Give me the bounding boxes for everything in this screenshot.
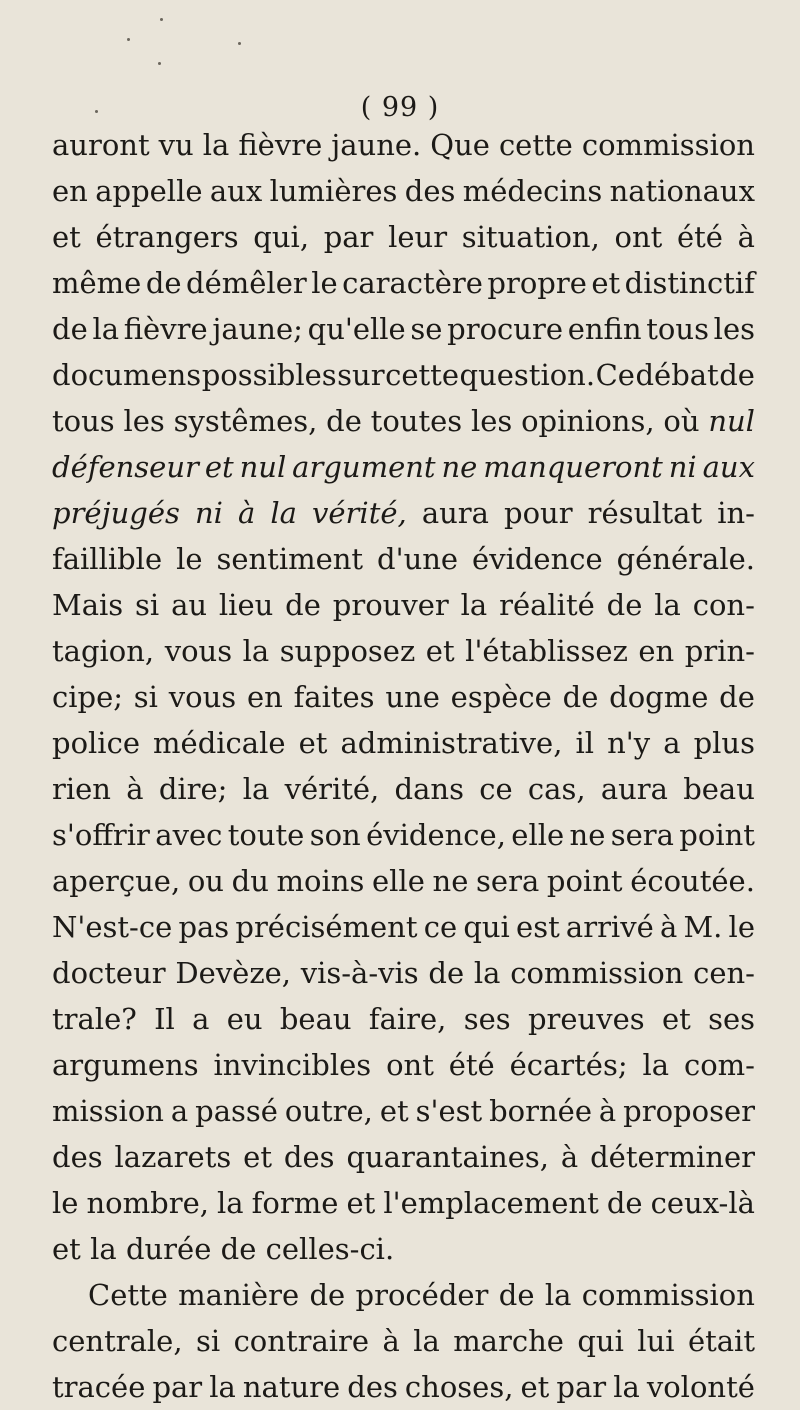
- word: évidence,: [366, 818, 506, 852]
- word: de: [52, 312, 88, 346]
- word: en: [52, 174, 88, 208]
- word: cipe;: [52, 680, 124, 714]
- word: proposer: [623, 1094, 755, 1128]
- word: résultat: [587, 496, 703, 530]
- word: enfin: [567, 312, 642, 346]
- text-line: [52, 214, 755, 260]
- word: et: [204, 450, 234, 484]
- word: débat: [635, 358, 719, 392]
- word: à: [126, 772, 144, 806]
- word: commission: [581, 128, 755, 162]
- word: démêler: [186, 266, 307, 300]
- word: et: [379, 1094, 409, 1128]
- word: et: [425, 634, 455, 668]
- word: qu'elle: [307, 312, 406, 346]
- paragraph: [52, 1272, 755, 1410]
- word: choses,: [404, 1370, 514, 1404]
- word: écartés;: [509, 1048, 628, 1082]
- word: plus: [693, 726, 755, 760]
- word: arrivé: [565, 910, 654, 944]
- text-line: [52, 122, 755, 168]
- word: et: [52, 1232, 81, 1266]
- text-line: [52, 628, 755, 674]
- word: aperçue,: [52, 864, 181, 898]
- word: la: [654, 588, 681, 622]
- word: est: [516, 910, 560, 944]
- word: contraire: [233, 1324, 370, 1358]
- word: été: [448, 1048, 495, 1082]
- word: à: [382, 1324, 400, 1358]
- word: caractère: [342, 266, 483, 300]
- word: aux: [209, 174, 263, 208]
- paper-speck: [238, 42, 241, 45]
- word: d'une: [377, 542, 459, 576]
- word: de: [145, 266, 182, 300]
- word: pas: [178, 910, 230, 944]
- word: Il: [154, 1002, 175, 1036]
- text-line: [52, 674, 755, 720]
- word: à: [737, 220, 755, 254]
- word: distinctif: [624, 266, 755, 300]
- word: aura: [421, 496, 489, 530]
- text-line: [52, 1042, 755, 1088]
- text-line: [52, 352, 755, 398]
- word: de: [220, 1232, 257, 1266]
- word: beau: [683, 772, 755, 806]
- word: le: [728, 910, 755, 944]
- word: toutes: [370, 404, 463, 438]
- text-line: [52, 168, 755, 214]
- text-line: [52, 1272, 755, 1318]
- word: aux: [702, 450, 755, 484]
- word: tous: [646, 312, 709, 346]
- word: lieu: [218, 588, 274, 622]
- word: manqueront: [483, 450, 663, 484]
- word: la: [642, 1048, 670, 1082]
- paper-speck: [127, 38, 130, 41]
- word: n'y: [607, 726, 651, 760]
- word: tagion,: [52, 634, 155, 668]
- word: des: [52, 1140, 103, 1174]
- word: par: [152, 1370, 203, 1404]
- word: propre: [487, 266, 587, 300]
- word: sur: [337, 358, 385, 392]
- text-line: [52, 536, 755, 582]
- paragraph: [52, 122, 755, 1272]
- word: centrale,: [52, 1324, 183, 1358]
- word: supposez: [279, 634, 416, 668]
- word: ce: [423, 910, 458, 944]
- word: nationaux: [609, 174, 755, 208]
- word: tous: [52, 404, 115, 438]
- word: vous: [164, 634, 233, 668]
- text-line: [52, 1134, 755, 1180]
- word: police: [52, 726, 140, 760]
- word: été: [676, 220, 723, 254]
- word: Mais: [52, 588, 124, 622]
- word: les: [470, 404, 513, 438]
- word: au: [171, 588, 208, 622]
- word: de: [498, 1278, 535, 1312]
- word: in-: [717, 496, 755, 530]
- word: réalité: [499, 588, 595, 622]
- word: con-: [692, 588, 755, 622]
- word: lazarets: [114, 1140, 232, 1174]
- word: faites: [293, 680, 375, 714]
- word: et: [346, 1186, 376, 1220]
- word: la: [473, 956, 501, 990]
- word: de: [562, 680, 599, 714]
- word: lui: [637, 1324, 675, 1358]
- word: la: [217, 1186, 244, 1220]
- text-line: [52, 904, 755, 950]
- word: rien: [52, 772, 111, 806]
- text-line: [52, 398, 755, 444]
- word: par: [556, 1370, 607, 1404]
- word: procéder: [355, 1278, 489, 1312]
- word: à: [560, 1140, 579, 1174]
- word: nature: [242, 1370, 341, 1404]
- word: en: [638, 634, 675, 668]
- word: et: [243, 1140, 272, 1174]
- word: faire,: [368, 1002, 447, 1036]
- word: des: [404, 174, 456, 208]
- word: qui: [463, 910, 510, 944]
- word: de: [606, 1186, 643, 1220]
- word: ne: [441, 450, 478, 484]
- word: cen-: [693, 956, 755, 990]
- text-line: [52, 1364, 755, 1410]
- word: vous: [168, 680, 237, 714]
- word: la: [92, 312, 120, 346]
- word: sentiment: [216, 542, 364, 576]
- text-line: [52, 444, 755, 490]
- word: à: [237, 496, 256, 530]
- word: dire;: [158, 772, 228, 806]
- word: en: [246, 680, 283, 714]
- word: ne: [569, 818, 606, 852]
- word: la: [202, 128, 230, 162]
- word: vu: [158, 128, 194, 162]
- word: Ce: [595, 358, 635, 392]
- word: a: [170, 1094, 189, 1128]
- word: ont: [386, 1048, 434, 1082]
- word: ses: [708, 1002, 755, 1036]
- word: M.: [683, 910, 723, 944]
- word: prouver: [332, 588, 449, 622]
- word: argument: [292, 450, 436, 484]
- word: la: [209, 1370, 236, 1404]
- word: médecins: [462, 174, 603, 208]
- word: a: [192, 1002, 210, 1036]
- word: la: [613, 1370, 640, 1404]
- paper-speck: [160, 18, 163, 21]
- word: manière: [178, 1278, 300, 1312]
- word: le: [52, 1186, 79, 1220]
- word: elle: [372, 864, 425, 898]
- word: ont: [614, 220, 663, 254]
- word: ceux-là: [650, 1186, 755, 1220]
- word: qui,: [253, 220, 310, 254]
- word: du: [231, 864, 269, 898]
- word: durée: [125, 1232, 212, 1266]
- word: appelle: [95, 174, 203, 208]
- text-line: [52, 490, 755, 536]
- word: préjugés: [52, 496, 180, 530]
- word: ou: [187, 864, 224, 898]
- word: nul: [708, 404, 755, 438]
- word: sera: [476, 864, 540, 898]
- word: le: [176, 542, 203, 576]
- word: prin-: [684, 634, 755, 668]
- word: espèce: [450, 680, 552, 714]
- word: ses: [463, 1002, 511, 1036]
- word: écoutée.: [630, 864, 755, 898]
- word: de: [285, 588, 321, 622]
- word: auront: [52, 128, 150, 162]
- word: qui: [577, 1324, 624, 1358]
- word: invincibles: [213, 1048, 372, 1082]
- word: se: [410, 312, 443, 346]
- word: à: [598, 1094, 617, 1128]
- word: quarantaines,: [346, 1140, 549, 1174]
- word: commission: [581, 1278, 755, 1312]
- word: preuves: [527, 1002, 645, 1036]
- word: à: [659, 910, 678, 944]
- text-line: [52, 582, 755, 628]
- word: de: [719, 358, 755, 392]
- word: Cette: [88, 1278, 168, 1312]
- word: cas,: [527, 772, 586, 806]
- word: point: [679, 818, 755, 852]
- text-line: [52, 858, 755, 904]
- word: de: [428, 956, 465, 990]
- word: volonté: [646, 1370, 755, 1404]
- word: aura: [600, 772, 668, 806]
- word: ni: [194, 496, 223, 530]
- word: a: [663, 726, 681, 760]
- word: l'emplacement: [383, 1186, 599, 1220]
- word: mission: [52, 1094, 164, 1128]
- text-line: [52, 950, 755, 996]
- word: documens: [52, 358, 202, 392]
- word: jaune;: [212, 312, 303, 346]
- word: et: [52, 220, 81, 254]
- word: opinions,: [521, 404, 655, 438]
- text-body: [52, 122, 755, 1410]
- word: jaune.: [331, 128, 422, 162]
- word: par: [323, 220, 374, 254]
- word: l'établissez: [465, 634, 628, 668]
- text-line: [52, 1318, 755, 1364]
- word: le: [311, 266, 338, 300]
- word: moins: [276, 864, 365, 898]
- text-line: [52, 766, 755, 812]
- word: s'offrir: [52, 818, 150, 852]
- word: défenseur: [52, 450, 199, 484]
- word: Que: [430, 128, 490, 162]
- word: la: [270, 496, 297, 530]
- word: Devèze,: [175, 956, 291, 990]
- word: dans: [394, 772, 464, 806]
- word: de: [719, 680, 755, 714]
- word: systêmes,: [173, 404, 318, 438]
- word: com-: [683, 1048, 755, 1082]
- word: marche: [453, 1324, 564, 1358]
- word: docteur: [52, 956, 166, 990]
- text-line: [52, 1226, 755, 1272]
- word: des: [347, 1370, 398, 1404]
- word: vérité,: [312, 496, 407, 530]
- text-line: [52, 260, 755, 306]
- word: générale.: [616, 542, 755, 576]
- word: nombre,: [86, 1186, 209, 1220]
- word: si: [133, 680, 158, 714]
- text-line: [52, 306, 755, 352]
- word: cette: [385, 358, 459, 392]
- page-number: ( 99 ): [360, 92, 440, 123]
- word: il: [575, 726, 595, 760]
- word: administrative,: [340, 726, 563, 760]
- word: et: [298, 726, 328, 760]
- word: si: [135, 588, 160, 622]
- text-line: [52, 1088, 755, 1134]
- word: sera: [610, 818, 674, 852]
- word: était: [687, 1324, 755, 1358]
- word: et: [591, 266, 621, 300]
- word: la: [544, 1278, 572, 1312]
- word: procure: [447, 312, 564, 346]
- word: étrangers: [95, 220, 239, 254]
- word: s'est: [415, 1094, 483, 1128]
- word: tracée: [52, 1370, 146, 1404]
- word: les: [123, 404, 165, 438]
- word: ni: [668, 450, 697, 484]
- word: vérité,: [284, 772, 380, 806]
- word: et: [661, 1002, 691, 1036]
- text-line: [52, 812, 755, 858]
- word: la: [413, 1324, 440, 1358]
- word: eu: [226, 1002, 263, 1036]
- word: de: [309, 1278, 346, 1312]
- word: fièvre: [238, 128, 323, 162]
- word: déterminer: [590, 1140, 755, 1174]
- word: point: [546, 864, 623, 898]
- word: une: [385, 680, 440, 714]
- word: des: [283, 1140, 335, 1174]
- word: de: [606, 588, 643, 622]
- word: lumières: [269, 174, 398, 208]
- word: possibles: [201, 358, 337, 392]
- word: de: [326, 404, 362, 438]
- word: les: [713, 312, 755, 346]
- word: la: [242, 634, 270, 668]
- word: vis-à-vis: [300, 956, 419, 990]
- word: la: [90, 1232, 117, 1266]
- word: avec: [155, 818, 223, 852]
- word: outre,: [284, 1094, 373, 1128]
- word: elle: [511, 818, 565, 852]
- word: leur: [388, 220, 448, 254]
- word: nul: [239, 450, 287, 484]
- word: trale?: [52, 1002, 137, 1036]
- word: forme: [251, 1186, 339, 1220]
- word: commission: [510, 956, 684, 990]
- word: passé: [195, 1094, 278, 1128]
- word: la: [242, 772, 270, 806]
- text-line: [52, 996, 755, 1042]
- word: question.: [459, 358, 596, 392]
- word: la: [460, 588, 488, 622]
- word: argumens: [52, 1048, 199, 1082]
- word: même: [52, 266, 142, 300]
- text-line: [52, 720, 755, 766]
- word: ne: [432, 864, 469, 898]
- word: précisément: [235, 910, 418, 944]
- word: faillible: [52, 542, 163, 576]
- word: dogme: [609, 680, 709, 714]
- word: médicale: [153, 726, 286, 760]
- word: son: [309, 818, 361, 852]
- word: toute: [227, 818, 305, 852]
- word: celles-ci.: [265, 1232, 395, 1266]
- word: où: [663, 404, 700, 438]
- text-line: [52, 1180, 755, 1226]
- word: si: [195, 1324, 221, 1358]
- word: bornée: [489, 1094, 592, 1128]
- word: beau: [279, 1002, 352, 1036]
- word: fièvre: [123, 312, 208, 346]
- word: N'est-ce: [52, 910, 173, 944]
- paper-speck: [158, 62, 161, 65]
- word: pour: [504, 496, 573, 530]
- word: cette: [498, 128, 573, 162]
- word: évidence: [472, 542, 603, 576]
- word: situation,: [461, 220, 600, 254]
- word: ce: [479, 772, 513, 806]
- word: et: [520, 1370, 550, 1404]
